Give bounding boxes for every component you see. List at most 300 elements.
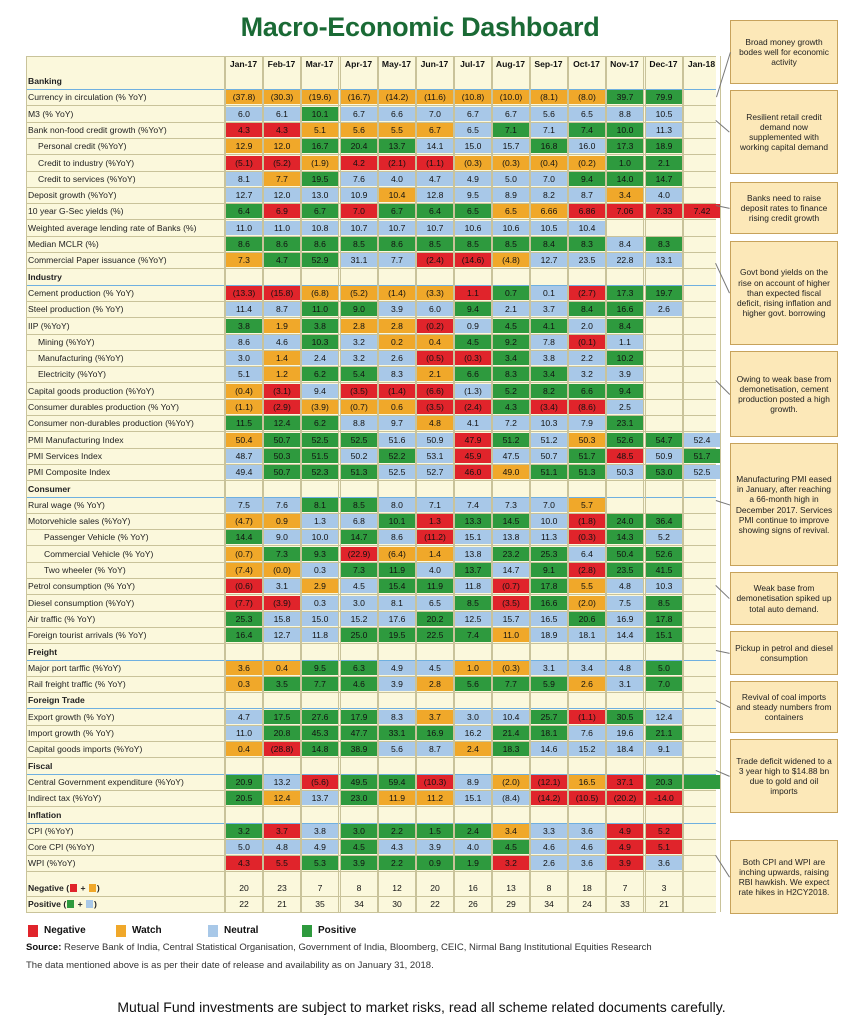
value-cell: 7.8: [531, 335, 567, 349]
section-header: [26, 807, 716, 823]
callout-connector: [716, 700, 730, 708]
value-cell: 49.4: [226, 465, 262, 479]
value-cell: 4.0: [379, 172, 415, 186]
row-label: Positive ( + ): [28, 899, 97, 909]
value-cell: 11.8: [455, 579, 491, 593]
value-cell: (0.3): [455, 351, 491, 365]
value-cell: 52.5: [341, 433, 377, 447]
value-cell: (8.1): [531, 90, 567, 104]
value-cell: [684, 726, 720, 740]
callout-connector: [716, 650, 730, 654]
row-label: Commercial Paper issuance (%YoY): [28, 255, 167, 266]
value-cell: 50.7: [264, 433, 300, 447]
value-cell: [684, 775, 720, 789]
value-cell: (10.0): [493, 90, 529, 104]
row-label: Export growth (% YoY): [28, 711, 115, 722]
value-cell: 3.1: [531, 661, 567, 675]
value-cell: 3.4: [569, 661, 605, 675]
value-cell: 51.3: [341, 465, 377, 479]
value-cell: 10.0: [531, 514, 567, 528]
disclaimer: Mutual Fund investments are subject to market risks, read all scheme related documents carefully.: [117, 999, 726, 1015]
value-cell: 20: [430, 882, 440, 893]
value-cell: 25.3: [226, 612, 262, 626]
table-row: [26, 676, 716, 692]
value-cell: 52.4: [684, 433, 720, 447]
value-cell: [684, 661, 720, 675]
value-cell: [646, 335, 682, 349]
value-cell: 52.7: [417, 465, 453, 479]
callout-text: Resilient retail credit demand now supplemented with working capital demand: [740, 111, 828, 153]
value-cell: 4.8: [264, 840, 300, 854]
value-cell: (3.4): [531, 400, 567, 414]
value-cell: [684, 514, 720, 528]
value-cell: 11.2: [417, 791, 453, 805]
callout-text: Banks need to raise deposit rates to finance rising credit growth: [740, 192, 828, 224]
value-cell: 8.9: [493, 188, 529, 202]
value-cell: (3.9): [264, 596, 300, 610]
value-cell: 51.1: [531, 465, 567, 479]
value-cell: [684, 172, 720, 186]
value-cell: 3.8: [302, 319, 338, 333]
value-cell: 1.9: [455, 856, 491, 870]
value-cell: 79.9: [646, 90, 682, 104]
column-divider: [643, 56, 644, 912]
value-cell: 6.7: [493, 107, 529, 121]
callout-note: [730, 572, 838, 625]
value-cell: 5.2: [646, 530, 682, 544]
value-cell: 4.6: [264, 335, 300, 349]
value-cell: 8.4: [607, 319, 643, 333]
table-row: [26, 497, 716, 513]
value-cell: (0.3): [455, 156, 491, 170]
row-label: Manufacturing (%YoY): [38, 353, 124, 364]
value-cell: 6.4: [569, 547, 605, 561]
value-cell: (2.0): [569, 596, 605, 610]
value-cell: [646, 400, 682, 414]
value-cell: (30.3): [264, 90, 300, 104]
value-cell: 6.9: [264, 204, 300, 218]
value-cell: [646, 416, 682, 430]
section-label: Fiscal: [28, 760, 53, 771]
value-cell: (20.2): [607, 791, 643, 805]
value-cell: 3.6: [646, 856, 682, 870]
section-label: Consumer: [28, 483, 71, 494]
table-row: [26, 595, 716, 611]
value-cell: 12.0: [264, 139, 300, 153]
value-cell: 5.4: [341, 367, 377, 381]
value-cell: 6.2: [302, 367, 338, 381]
value-cell: 20.3: [646, 775, 682, 789]
value-cell: (1.4): [379, 384, 415, 398]
value-cell: 11.3: [646, 123, 682, 137]
value-cell: 3.8: [226, 319, 262, 333]
value-cell: 1.3: [302, 514, 338, 528]
value-cell: 52.5: [302, 433, 338, 447]
value-cell: (19.6): [302, 90, 338, 104]
row-label: Deposit growth (%YoY): [28, 190, 117, 201]
value-cell: 53.1: [417, 449, 453, 463]
row-label: Two wheeler (% YoY): [44, 565, 126, 575]
value-cell: 3.3: [531, 824, 567, 838]
legend-label: Watch: [132, 925, 162, 936]
value-cell: (0.0): [264, 563, 300, 577]
value-cell: 3.6: [569, 856, 605, 870]
close-paren: ): [96, 882, 100, 893]
value-cell: 8.1: [226, 172, 262, 186]
value-cell: 33: [620, 899, 630, 909]
source-label: Source:: [26, 942, 62, 953]
row-label: Weighted average lending rate of Banks (%): [28, 222, 197, 233]
value-cell: 1.1: [607, 335, 643, 349]
table-row: [26, 383, 716, 399]
value-cell: 19.6: [607, 726, 643, 740]
value-cell: [607, 221, 643, 235]
value-cell: 16.9: [417, 726, 453, 740]
callout-note: [730, 90, 838, 174]
table-top-border: [26, 56, 716, 57]
row-label: Import growth (% YoY): [28, 728, 114, 738]
value-cell: 2.1: [646, 156, 682, 170]
value-cell: (1.4): [379, 286, 415, 300]
close-paren: ): [94, 899, 97, 909]
row-label: Major port tarffic (%YoY): [28, 662, 122, 673]
table-row: [26, 432, 716, 448]
value-cell: 15.1: [455, 530, 491, 544]
value-cell: 3.8: [302, 824, 338, 838]
value-cell: 3.2: [341, 335, 377, 349]
value-cell: 50.7: [531, 449, 567, 463]
value-cell: 25.7: [531, 710, 567, 724]
value-cell: (0.1): [569, 335, 605, 349]
value-cell: 18.1: [531, 726, 567, 740]
row-label: Foreign tourist arrivals (% YoY): [28, 630, 147, 641]
value-cell: 8.5: [341, 237, 377, 251]
value-cell: (1.1): [569, 710, 605, 724]
value-cell: 14.1: [417, 139, 453, 153]
value-cell: 20.4: [341, 139, 377, 153]
value-cell: 17.3: [607, 139, 643, 153]
value-cell: 31.1: [341, 253, 377, 267]
value-cell: 6.7: [341, 107, 377, 121]
value-cell: 7.1: [417, 498, 453, 512]
value-cell: 7.33: [646, 204, 682, 218]
value-cell: 25.0: [341, 628, 377, 642]
value-cell: (4.8): [493, 253, 529, 267]
row-label: PMI Manufacturing Index: [28, 434, 124, 445]
value-cell: [646, 351, 682, 365]
negative-swatch: [70, 884, 77, 892]
value-cell: 8.1: [302, 498, 338, 512]
value-cell: 11.9: [417, 579, 453, 593]
value-cell: 51.2: [531, 433, 567, 447]
row-label: Indirect tax (%YoY): [28, 793, 102, 804]
table-row: [26, 725, 716, 741]
value-cell: 17.9: [341, 710, 377, 724]
value-cell: 9.5: [302, 661, 338, 675]
row-label: Motorvehicle sales (%YoY): [28, 516, 131, 527]
callout-text: Trade deficit widened to a 3 year high to $14.88 bn due to gold and oil imports: [736, 755, 832, 797]
value-cell: 10.0: [302, 530, 338, 544]
value-cell: 5.6: [531, 107, 567, 121]
value-cell: 3.0: [226, 351, 262, 365]
summary-row: [26, 880, 716, 896]
column-divider: [454, 56, 455, 912]
value-cell: 10.2: [607, 351, 643, 365]
value-cell: (3.5): [341, 384, 377, 398]
value-cell: (0.4): [531, 156, 567, 170]
value-cell: 10.7: [379, 221, 415, 235]
value-cell: 8.6: [264, 237, 300, 251]
value-cell: 1.4: [264, 351, 300, 365]
table-row: [26, 415, 716, 431]
column-divider: [416, 56, 417, 912]
value-cell: 8.4: [607, 237, 643, 251]
table-row: [26, 89, 716, 105]
callout-text: Pickup in petrol and diesel consumption: [735, 642, 833, 663]
callout-note: [730, 182, 838, 234]
value-cell: 21: [277, 899, 287, 909]
value-cell: 8.4: [569, 302, 605, 316]
value-cell: 8.5: [455, 596, 491, 610]
value-cell: (2.7): [569, 286, 605, 300]
value-cell: 1.0: [455, 661, 491, 675]
value-cell: 51.7: [569, 449, 605, 463]
value-cell: 4.9: [607, 824, 643, 838]
value-cell: 9.5: [455, 188, 491, 202]
value-cell: 16.6: [531, 596, 567, 610]
value-cell: 3.0: [455, 710, 491, 724]
value-cell: [684, 498, 720, 512]
callout-note: [730, 20, 838, 84]
value-cell: [646, 319, 682, 333]
month-header: Dec-17: [649, 59, 678, 69]
value-cell: (2.8): [569, 563, 605, 577]
value-cell: 7.6: [341, 172, 377, 186]
column-divider: [338, 56, 339, 912]
row-label: Steel production (% YoY): [28, 304, 124, 315]
month-header: Jun-17: [420, 59, 449, 69]
value-cell: 6.5: [455, 204, 491, 218]
value-cell: 4.9: [379, 661, 415, 675]
value-cell: 8.5: [493, 237, 529, 251]
watch-swatch: [89, 884, 96, 892]
value-cell: 3.6: [226, 661, 262, 675]
callout-text: Broad money growth bodes well for economic activity: [739, 36, 829, 68]
value-cell: 2.0: [569, 319, 605, 333]
value-cell: 23.2: [493, 547, 529, 561]
month-header: May-17: [381, 59, 412, 69]
row-label: 10 year G-Sec yields (%): [28, 206, 124, 217]
value-cell: 11.3: [531, 530, 567, 544]
value-cell: 7.3: [341, 563, 377, 577]
value-cell: 51.2: [493, 433, 529, 447]
value-cell: 6.3: [341, 661, 377, 675]
callout-text: Weak base from demonetisation spiked up total auto demand.: [736, 583, 832, 614]
value-cell: 5.3: [302, 856, 338, 870]
value-cell: 1.2: [264, 367, 300, 381]
value-cell: 39.7: [607, 90, 643, 104]
value-cell: 3.4: [607, 188, 643, 202]
column-divider: [26, 56, 27, 912]
row-label: Electricity (%YoY): [38, 369, 106, 380]
value-cell: 1.4: [417, 547, 453, 561]
value-cell: 0.3: [302, 596, 338, 610]
value-cell: (8.4): [493, 791, 529, 805]
value-cell: 15.7: [493, 139, 529, 153]
value-cell: 2.6: [646, 302, 682, 316]
value-cell: [684, 221, 720, 235]
value-cell: 21: [659, 899, 669, 909]
value-cell: 3.2: [341, 351, 377, 365]
row-label: M3 (% YoY): [28, 108, 74, 119]
value-cell: 3.4: [531, 367, 567, 381]
value-cell: 8: [546, 882, 552, 893]
value-cell: 10.1: [379, 514, 415, 528]
value-cell: 19.5: [379, 628, 415, 642]
value-cell: [684, 579, 720, 593]
month-header: Nov-17: [610, 59, 639, 69]
value-cell: (11.2): [417, 530, 453, 544]
month-header: Mar-17: [305, 59, 334, 69]
value-cell: (8.6): [569, 400, 605, 414]
value-cell: 2.2: [569, 351, 605, 365]
row-label: Credit to services (%YoY): [38, 173, 136, 184]
value-cell: 3.9: [379, 677, 415, 691]
value-cell: [684, 367, 720, 381]
value-cell: 4.5: [417, 661, 453, 675]
row-label: Capital goods imports (%YoY): [28, 744, 143, 755]
value-cell: 2.1: [493, 302, 529, 316]
value-cell: (5.2): [341, 286, 377, 300]
value-cell: 50.3: [264, 449, 300, 463]
value-cell: 8.6: [302, 237, 338, 251]
value-cell: 4.9: [302, 840, 338, 854]
value-cell: [684, 791, 720, 805]
table-row: [26, 252, 716, 268]
value-cell: 0.7: [493, 286, 529, 300]
callout-note: [730, 631, 838, 675]
value-cell: (10.3): [417, 775, 453, 789]
value-cell: 12.7: [226, 188, 262, 202]
value-cell: -14.0: [646, 791, 682, 805]
callout-note: [730, 840, 838, 914]
value-cell: [684, 335, 720, 349]
row-label: Negative ( + ): [28, 882, 100, 893]
value-cell: 5.5: [264, 856, 300, 870]
section-label: Inflation: [28, 809, 62, 820]
value-cell: 6.4: [417, 204, 453, 218]
section-header: [26, 73, 716, 89]
row-label: Rail freight traffic (% YoY): [28, 679, 126, 690]
value-cell: (5.1): [226, 156, 262, 170]
value-cell: 9.2: [493, 335, 529, 349]
value-cell: 8.5: [646, 596, 682, 610]
value-cell: 20.5: [226, 791, 262, 805]
value-cell: (12.1): [531, 775, 567, 789]
value-cell: (8.0): [569, 90, 605, 104]
value-cell: 4.8: [607, 579, 643, 593]
value-cell: 4.8: [417, 416, 453, 430]
value-cell: 49.5: [341, 775, 377, 789]
value-cell: (13.3): [226, 286, 262, 300]
value-cell: 6.7: [455, 107, 491, 121]
value-cell: 13.8: [455, 547, 491, 561]
section-label: Foreign Trade: [28, 695, 85, 706]
table-row: [26, 513, 716, 529]
table-row: [26, 106, 716, 122]
value-cell: 12.7: [531, 253, 567, 267]
value-cell: 27.6: [302, 710, 338, 724]
value-cell: (7.7): [226, 596, 262, 610]
value-cell: 30: [392, 899, 402, 909]
value-cell: 10.5: [531, 221, 567, 235]
value-cell: 51.5: [302, 449, 338, 463]
value-cell: 10.4: [569, 221, 605, 235]
value-cell: 18.1: [569, 628, 605, 642]
value-cell: 6.86: [569, 204, 605, 218]
value-cell: [684, 302, 720, 316]
value-cell: 22: [430, 899, 440, 909]
value-cell: 8.3: [569, 237, 605, 251]
value-cell: 8.2: [531, 188, 567, 202]
value-cell: (0.5): [417, 351, 453, 365]
value-cell: 18: [582, 882, 592, 893]
month-header: Sep-17: [534, 59, 563, 69]
row-label: Diesel consumption (%YoY): [28, 597, 135, 608]
value-cell: 19.7: [646, 286, 682, 300]
callout-note: [730, 443, 838, 566]
value-cell: 7.7: [302, 677, 338, 691]
table-row: [26, 285, 716, 301]
value-cell: 1.0: [607, 156, 643, 170]
as-of-note: The data mentioned above is as per their date of release and availability as on January 31, 2018.: [26, 960, 434, 971]
month-header: Apr-17: [344, 59, 373, 69]
row-label: Personal credit (%YoY): [38, 141, 127, 152]
value-cell: 6.5: [569, 107, 605, 121]
value-cell: (1.9): [302, 156, 338, 170]
value-cell: 50.4: [226, 433, 262, 447]
value-cell: (3.5): [417, 400, 453, 414]
column-divider: [492, 56, 493, 912]
plus-sign: +: [75, 899, 86, 909]
value-cell: (10.8): [455, 90, 491, 104]
value-cell: 18.4: [607, 742, 643, 756]
value-cell: 34: [354, 899, 364, 909]
value-cell: (0.7): [493, 579, 529, 593]
value-cell: [684, 237, 720, 251]
value-cell: [684, 139, 720, 153]
value-cell: 7.5: [226, 498, 262, 512]
value-cell: 16.2: [455, 726, 491, 740]
value-cell: [607, 498, 643, 512]
column-divider: [606, 56, 607, 912]
value-cell: (6.8): [302, 286, 338, 300]
value-cell: 16.8: [531, 139, 567, 153]
value-cell: 6.5: [493, 204, 529, 218]
value-cell: [684, 612, 720, 626]
value-cell: 2.6: [569, 677, 605, 691]
value-cell: 23.0: [341, 791, 377, 805]
callout-text: Govt bond yields on the rise on account of higher than expected fiscal deficit, rising inflation and higher govt. borrowing: [736, 267, 832, 319]
value-cell: 18.9: [646, 139, 682, 153]
value-cell: 7.0: [417, 107, 453, 121]
value-cell: 5.7: [569, 498, 605, 512]
value-cell: 0.9: [264, 514, 300, 528]
value-cell: 8.3: [493, 367, 529, 381]
section-label: Industry: [28, 271, 62, 282]
table-row: [26, 546, 716, 562]
value-cell: 12.7: [264, 628, 300, 642]
